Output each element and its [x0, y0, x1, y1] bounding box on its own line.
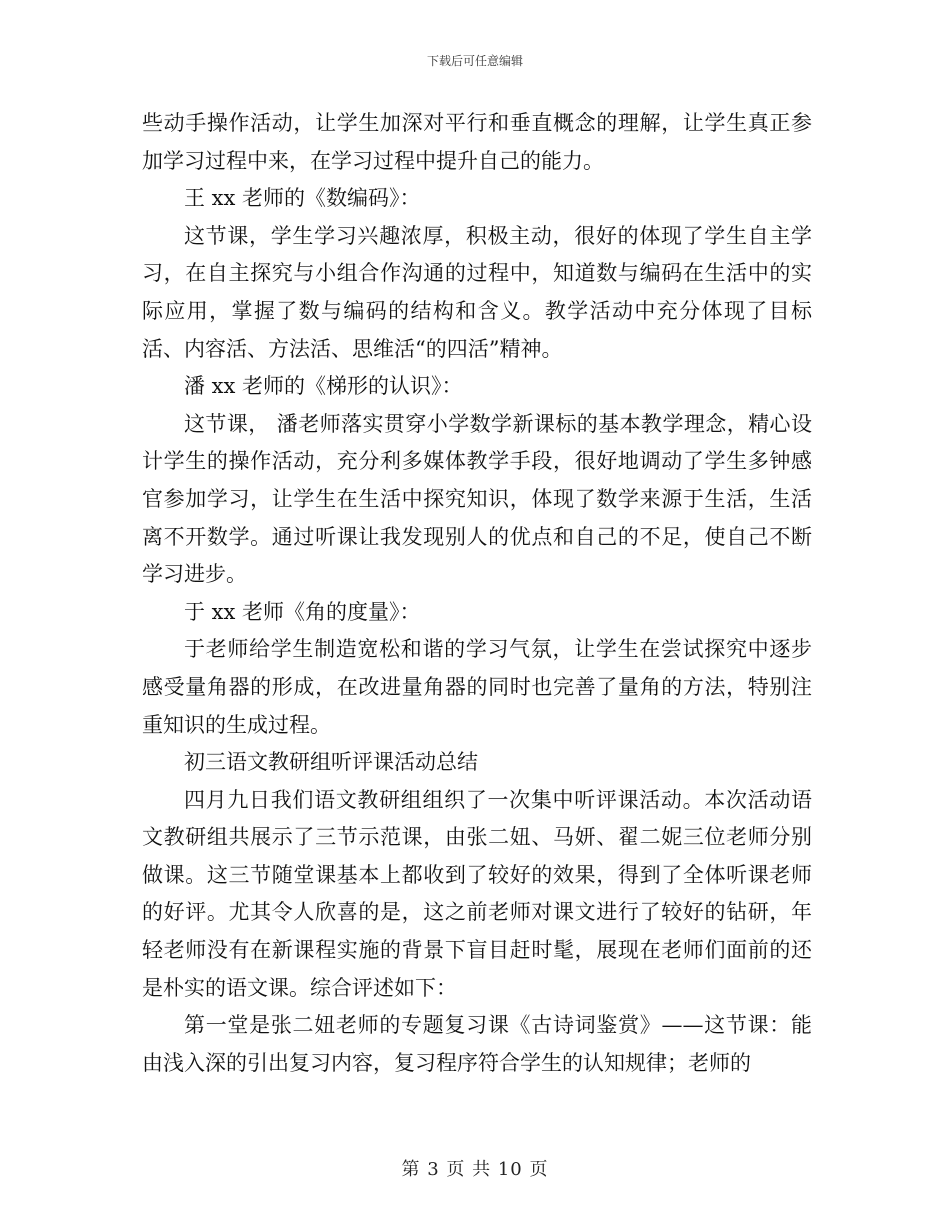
paragraph: 些动手操作活动，让学生加深对平行和垂直概念的理解，让学生真正参加学习过程中来，在学习过程中提升自己的能力。	[142, 111, 812, 173]
page-footer: 第 3 页 共 10 页	[401, 1159, 549, 1180]
section-heading: 潘 xx 老师的《梯形的认识》：	[184, 374, 463, 399]
paragraph: 于老师给学生制造宽松和谐的学习气氛，让学生在尝试探究中逐步感受量角器的形成，在改进量角器的同时也完善了量角的方法，特别注重知识的生成过程。	[142, 637, 812, 737]
section-title: 初三语文教研组听评课活动总结	[184, 750, 478, 775]
paragraph: 第一堂是张二妞老师的专题复习课《古诗词鉴赏》——这节课：能由浅入深的引出复习内容，复习程序符合学生的认知规律；老师的	[142, 1013, 812, 1075]
document-body	[142, 105, 812, 1082]
paragraph: 这节课，学生学习兴趣浓厚，积极主动，很好的体现了学生自主学习，在自主探究与小组合作沟通的过程中，知道数与编码在生活中的实际应用，掌握了数与编码的结构和含义。教学活动中充分体现了目标活、内容活、方法活、思维活“的四活”精神。	[142, 223, 812, 361]
section-heading: 于 xx 老师《角的度量》：	[184, 599, 421, 624]
section-heading: 王 xx 老师的《数编码》：	[184, 186, 421, 211]
paragraph: 四月九日我们语文教研组组织了一次集中听评课活动。本次活动语文教研组共展示了三节示范课，由张二妞、马妍、翟二妮三位老师分别做课。这三节随堂课基本上都收到了较好的效果，得到了全体听课老师的好评。尤其令人欣喜的是，这之前老师对课文进行了较好的钻研，年轻老师没有在新课程实施的背景下盲目赶时髦，展现在老师们面前的还是朴实的语文课。综合评述如下：	[142, 787, 812, 1000]
paragraph: 这节课， 潘老师落实贯穿小学数学新课标的基本教学理念，精心设计学生的操作活动，充分利多媒体教学手段，很好地调动了学生多钟感官参加学习，让学生在生活中探究知识，体现了数学来源于生活，生活离不开数学。通过听课让我发现别人的优点和自己的不足，使自己不断学习进步。	[142, 411, 812, 587]
page-header: 下载后可任意编辑	[426, 54, 523, 68]
